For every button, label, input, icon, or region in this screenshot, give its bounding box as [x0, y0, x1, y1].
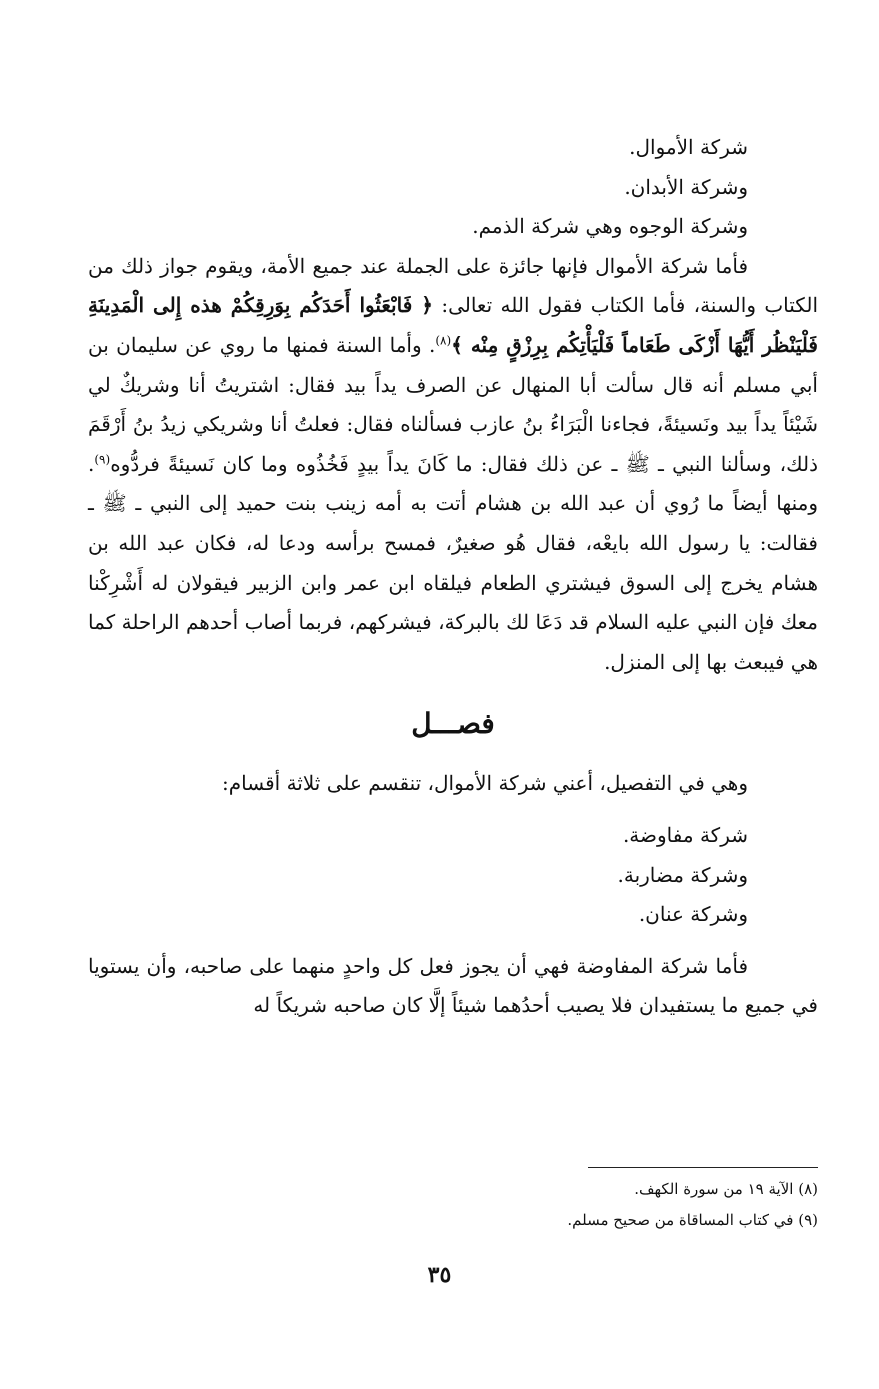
- page-number: ٣٥: [427, 1262, 452, 1288]
- footnote-reference-8: (٨): [435, 333, 452, 348]
- intro-list-item: شركة الأموال.: [629, 135, 748, 159]
- paragraph-text: . وأما السنة فمنها ما روي عن سليمان بن أبي مسلم أنه قال سألت أبا المنهال عن الصرف يداً بيد فقال: اشتريتُ أنا وشريكٌ لي شَيْئاً يداً بيد ونَسيئةً، فجاءنا الْبَرَاءُ بنُ عازب فسألناه فقال: فعلتُ أنا وشريكي زيدُ بنُ أَرْقَمَ ذلك، وسألنا النبي ـ ﷺ ـ عن ذلك فقال: ما كَانَ يداً بيدٍ فَخُذُوه وما كان نَسيئةً فردُّوه: [88, 332, 818, 476]
- footnotes: [88, 1174, 818, 1236]
- paragraph-text: . ومنها أيضاً ما رُوي أن عبد الله بن هشام أتت به أمه زينب بنت حميد إلى النبي ـ ﷺ ـ فقالت: يا رسول الله بايعْه، فقال هُو صغيرٌ، فمسح برأسه ودعا له، فكان عبد الله بن هشام يخرج إلى السوق فيشتري الطعام فيلقاه ابن عمر وابن الزبير فيقولان له أَشْرِكْنا معك فإن النبي عليه السلام قد دَعَا لك بالبركة، فيشركهم، فربما أصاب أحدهم الراحلة كما هي فيبعث بها إلى المنزل.: [88, 451, 818, 674]
- division-list-item: وشركة عنان.: [638, 902, 748, 927]
- section-heading: فصـــل: [411, 707, 495, 741]
- quran-verse: ﴿ فَابْعَثُوا أَحَدَكُم بِوَرِقِكُمْ هذه إِلى الْمَدِينَةِ فَلْيَنْظُر أَيُّهَا أَزْكَى طَعَاماً فَلْيَأْتِكُم بِرِزْقٍ مِنْه ﴾: [88, 293, 818, 357]
- division-list-item: وشركة مضاربة.: [617, 862, 748, 887]
- spacer: [88, 935, 818, 947]
- paragraph-text: فأما شركة الأموال فإنها جائزة على الجملة عند جميع الأمة، ويقوم جواز ذلك من الكتاب والسنة، فأما الكتاب فقول الله تعالى:: [88, 253, 819, 318]
- footnote-divider: [588, 1167, 818, 1168]
- spacer: [88, 804, 818, 816]
- page-body: [88, 128, 818, 1026]
- paragraph-mufawada: فأما شركة المفاوضة فهي أن يجوز فعل كل واحدٍ منهما على صاحبه، وأن يستويا في جميع ما يستفيدان فلا يصيب أحدُهما شيئاً إلَّا كان صاحبه شريكاً له: [88, 953, 818, 1018]
- footnote-reference-9: (٩): [94, 452, 111, 467]
- paragraph-divisions-intro: وهي في التفصيل، أعني شركة الأموال، تنقسم على ثلاثة أقسام:: [222, 771, 748, 796]
- intro-list-item: وشركة الوجوه وهي شركة الذمم.: [472, 214, 748, 239]
- footnote-9: (٩) في كتاب المساقاة من صحيح مسلم.: [567, 1211, 818, 1229]
- intro-list-item: وشركة الأبدان.: [624, 174, 748, 199]
- paragraph-company-of-wealth: [88, 247, 818, 683]
- footnote-8: (٨) الآية ١٩ من سورة الكهف.: [634, 1180, 818, 1198]
- division-list-item: شركة مفاوضة.: [622, 822, 748, 847]
